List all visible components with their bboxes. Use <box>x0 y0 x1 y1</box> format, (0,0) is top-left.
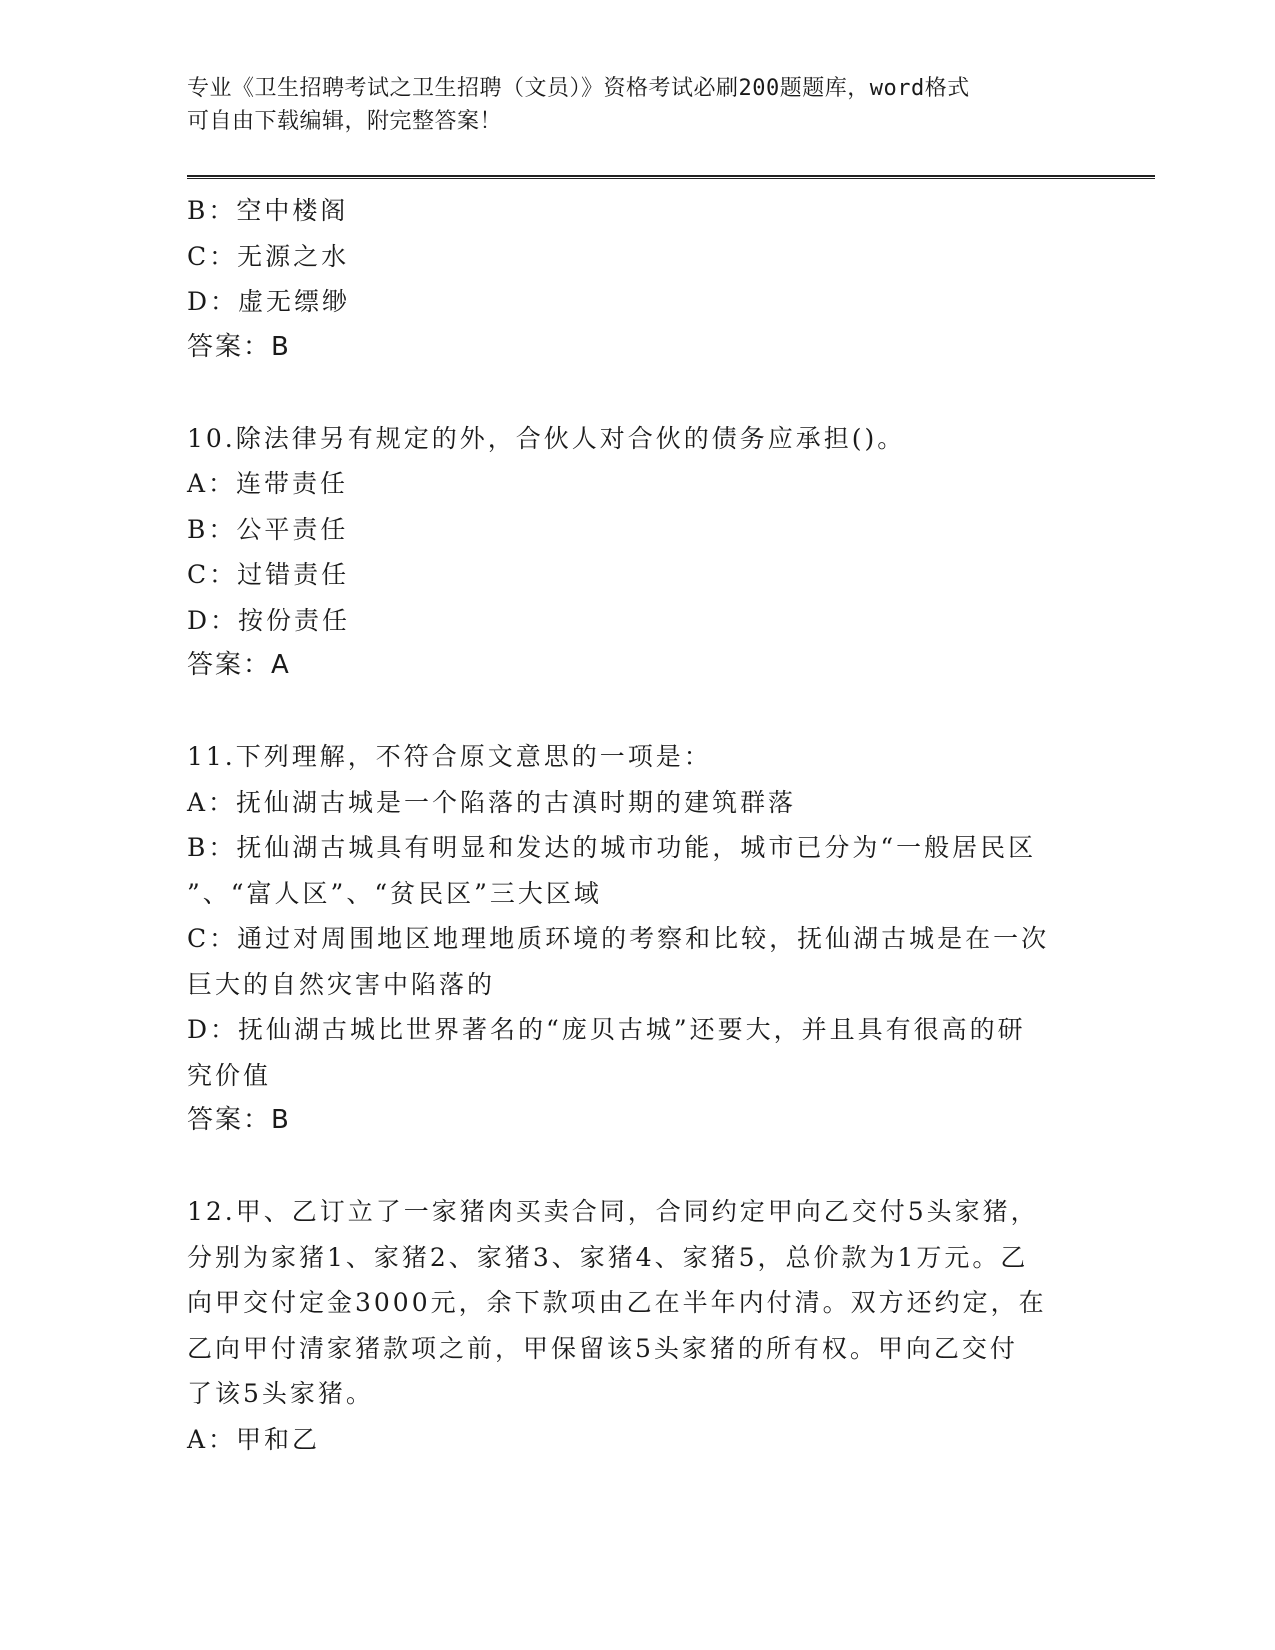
option-c-line-2: 巨大的自然灾害中陷落的 <box>187 969 496 999</box>
question-stem: 10.除法律另有规定的外，合伙人对合伙的债务应承担()。 <box>187 423 906 453</box>
option-b-line-2: ”、“富人区”、“贫民区”三大区域 <box>187 878 602 908</box>
question-stem-line: 乙向甲付清家猪款项之前，甲保留该5头家猪的所有权。甲向乙交付 <box>187 1333 1018 1363</box>
question-10 <box>187 416 1087 689</box>
question-9-continued <box>187 188 1087 370</box>
option-b-line-1: B：抚仙湖古城具有明显和发达的城市功能，城市已分为“一般居民区 <box>187 833 1037 862</box>
option-a: A：甲和乙 <box>187 1424 321 1454</box>
question-stem-line: 了该5头家猪。 <box>187 1379 374 1408</box>
option-a: A：连带责任 <box>187 469 349 498</box>
option-d-line-2: 究价值 <box>187 1060 272 1090</box>
option-c: C：过错责任 <box>187 560 350 589</box>
header-divider <box>187 175 1155 179</box>
option-d: D：虚无缥缈 <box>187 287 351 316</box>
document-body <box>187 188 1087 1462</box>
question-12 <box>187 1189 1087 1462</box>
spacer <box>187 689 1087 735</box>
question-stem-line: 向甲交付定金3000元，余下款项由乙在半年内付清。双方还约定，在 <box>187 1288 1047 1317</box>
question-stem-line: 分别为家猪1、家猪2、家猪3、家猪4、家猪5，总价款为1万元。乙 <box>187 1242 1029 1272</box>
spacer <box>187 1144 1087 1190</box>
question-11 <box>187 734 1087 1144</box>
option-d-line-1: D：抚仙湖古城比世界著名的“庞贝古城”还要大，并且具有很高的研 <box>187 1015 1026 1044</box>
question-stem: 11.下列理解，不符合原文意思的一项是： <box>187 742 712 771</box>
option-c: C：无源之水 <box>187 241 350 271</box>
page-header <box>187 72 1067 138</box>
spacer <box>187 370 1087 416</box>
option-b: B：公平责任 <box>187 514 349 544</box>
option-c-line-1: C：通过对周围地区地理地质环境的考察和比较，抚仙湖古城是在一次 <box>187 924 1050 953</box>
answer: 答案：B <box>187 331 291 362</box>
header-title-line-2: 可自由下载编辑，附完整答案！ <box>187 109 503 134</box>
option-b: B：空中楼阁 <box>187 196 349 225</box>
answer: 答案：A <box>187 650 291 680</box>
answer: 答案：B <box>187 1105 291 1135</box>
header-title-line-1: 专业《卫生招聘考试之卫生招聘（文员）》资格考试必刷200题题库，word格式 <box>187 76 970 101</box>
option-d: D：按份责任 <box>187 605 351 635</box>
option-a: A：抚仙湖古城是一个陷落的古滇时期的建筑群落 <box>187 787 797 817</box>
question-stem-line: 12.甲、乙订立了一家猪肉买卖合同，合同约定甲向乙交付5头家猪， <box>187 1197 1039 1226</box>
